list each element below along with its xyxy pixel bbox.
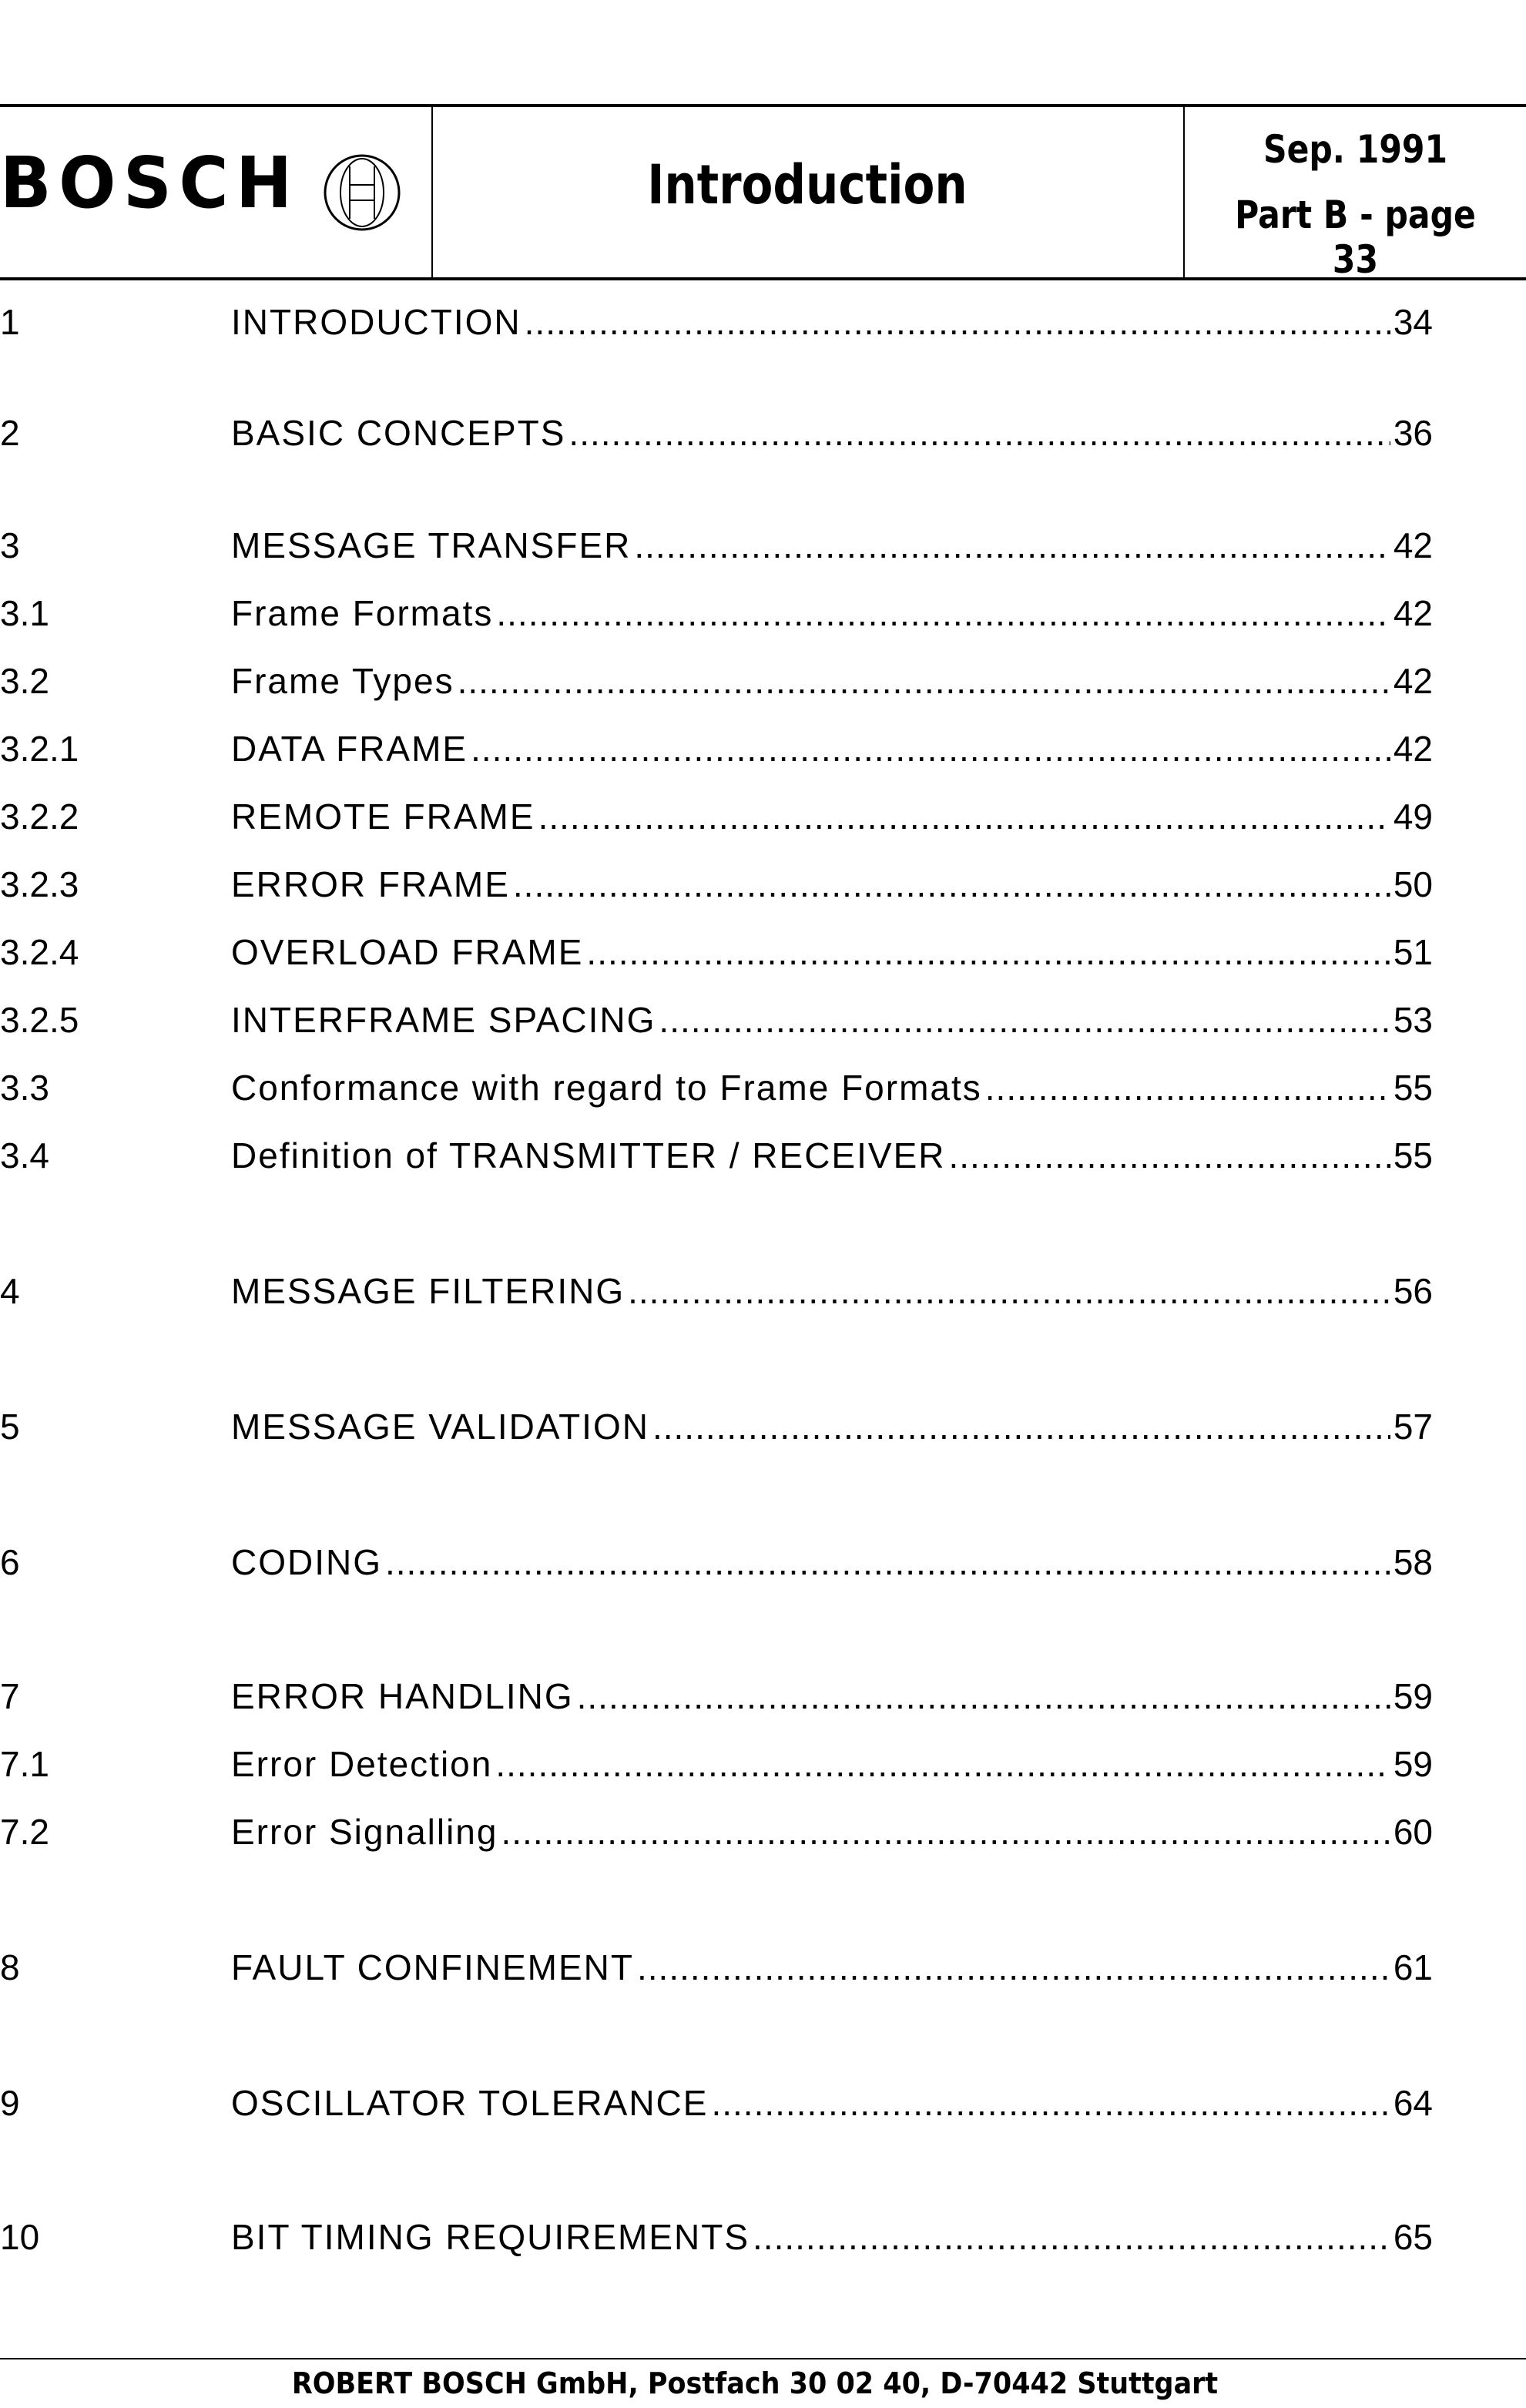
toc-entry-page: 42 <box>1393 661 1433 701</box>
toc-entry-title: DATA FRAME <box>231 729 468 769</box>
toc-entry-title: MESSAGE FILTERING <box>231 1271 625 1311</box>
toc-leader-dots <box>501 1809 1390 1855</box>
toc-entry-number: 7.2 <box>0 1812 49 1852</box>
toc-entry[interactable] <box>0 861 1433 907</box>
toc-leader-dots <box>525 299 1390 345</box>
toc-entry[interactable] <box>0 590 1433 636</box>
footer-rule <box>0 2358 1526 2359</box>
toc-entry-page: 56 <box>1393 1271 1433 1311</box>
toc-entry-number: 3.1 <box>0 593 49 633</box>
header-top-rule <box>0 104 1526 107</box>
toc-entry-number: 8 <box>0 1947 20 1987</box>
toc-leader-dots <box>586 929 1390 975</box>
toc-entry-number: 3 <box>0 525 20 565</box>
toc-entry[interactable] <box>0 410 1433 456</box>
toc-entry-page: 57 <box>1393 1407 1433 1447</box>
toc-entry-title: ERROR FRAME <box>231 864 510 904</box>
toc-entry[interactable] <box>0 726 1433 772</box>
toc-entry-title: CODING <box>231 1542 382 1582</box>
toc-entry-number: 3.2.3 <box>0 864 79 904</box>
toc-entry-title: FAULT CONFINEMENT <box>231 1947 634 1987</box>
bosch-armature-logo-icon <box>322 153 402 233</box>
toc-leader-dots <box>711 2080 1390 2126</box>
toc-entry-title: Frame Types <box>231 661 454 701</box>
toc-leader-dots <box>495 1741 1390 1787</box>
toc-leader-dots <box>513 861 1390 907</box>
toc-leader-dots <box>985 1065 1390 1111</box>
toc-entry-number: 5 <box>0 1407 20 1447</box>
toc-leader-dots <box>385 1539 1390 1585</box>
footer-address: ROBERT BOSCH GmbH, Postfach 30 02 40, D-70442 Stuttgart <box>291 2366 1219 2400</box>
toc-leader-dots <box>753 2214 1390 2260</box>
toc-entry-title: OVERLOAD FRAME <box>231 932 584 972</box>
toc-entry[interactable] <box>0 1268 1433 1314</box>
toc-leader-dots <box>577 1673 1390 1719</box>
toc-entry-page: 55 <box>1393 1135 1433 1175</box>
toc-entry-number: 7 <box>0 1676 20 1716</box>
toc-leader-dots <box>496 590 1390 636</box>
document-date: Sep. 1991 <box>1263 127 1448 172</box>
toc-entry-number: 3.2.1 <box>0 729 79 769</box>
toc-entry-title: MESSAGE VALIDATION <box>231 1407 649 1447</box>
toc-entry-title: Conformance with regard to Frame Formats <box>231 1068 982 1108</box>
toc-entry-title: MESSAGE TRANSFER <box>231 525 632 565</box>
toc-entry-number: 1 <box>0 302 20 342</box>
toc-entry-page: 59 <box>1393 1676 1433 1716</box>
header-divider <box>431 106 433 279</box>
toc-leader-dots <box>652 1404 1390 1450</box>
toc-entry-title: Error Signalling <box>231 1812 498 1852</box>
toc-entry[interactable] <box>0 1065 1433 1111</box>
toc-entry[interactable] <box>0 299 1433 345</box>
toc-entry-page: 36 <box>1393 413 1433 453</box>
toc-entry-number: 3.2 <box>0 661 49 701</box>
toc-entry-number: 10 <box>0 2217 40 2257</box>
toc-entry-number: 6 <box>0 1542 20 1582</box>
toc-entry[interactable] <box>0 1673 1433 1719</box>
toc-leader-dots <box>634 522 1390 568</box>
toc-entry[interactable] <box>0 522 1433 568</box>
toc-entry-title: BASIC CONCEPTS <box>231 413 566 453</box>
toc-entry[interactable] <box>0 997 1433 1043</box>
toc-entry[interactable] <box>0 1944 1433 1990</box>
toc-leader-dots <box>568 410 1390 456</box>
toc-entry[interactable] <box>0 1404 1433 1450</box>
toc-entry-title: ERROR HANDLING <box>231 1676 574 1716</box>
toc-entry-number: 7.1 <box>0 1744 49 1784</box>
toc-entry-page: 55 <box>1393 1068 1433 1108</box>
toc-entry-number: 3.4 <box>0 1135 49 1175</box>
toc-entry-page: 42 <box>1393 593 1433 633</box>
toc-entry[interactable] <box>0 1132 1433 1179</box>
toc-entry-number: 2 <box>0 413 20 453</box>
toc-leader-dots <box>458 658 1390 704</box>
toc-entry-page: 61 <box>1393 1947 1433 1987</box>
toc-leader-dots <box>628 1268 1390 1314</box>
toc-entry-title: BIT TIMING REQUIREMENTS <box>231 2217 750 2257</box>
toc-entry-page: 42 <box>1393 729 1433 769</box>
toc-entry-title: Definition of TRANSMITTER / RECEIVER <box>231 1135 946 1175</box>
toc-entry-page: 34 <box>1393 302 1433 342</box>
brand-logo-text: BOSCH <box>0 142 300 224</box>
header-divider <box>1183 106 1185 279</box>
toc-entry-title: INTERFRAME SPACING <box>231 1000 656 1040</box>
toc-entry[interactable] <box>0 793 1433 840</box>
toc-entry-title: Error Detection <box>231 1744 493 1784</box>
toc-entry[interactable] <box>0 1741 1433 1787</box>
toc-leader-dots <box>659 997 1390 1043</box>
section-title: Introduction <box>647 153 968 216</box>
toc-entry[interactable] <box>0 2080 1433 2126</box>
toc-entry-title: REMOTE FRAME <box>231 797 535 837</box>
toc-entry-page: 53 <box>1393 1000 1433 1040</box>
toc-entry-page: 49 <box>1393 797 1433 837</box>
toc-entry-page: 50 <box>1393 864 1433 904</box>
toc-leader-dots <box>948 1132 1390 1179</box>
toc-entry-number: 3.3 <box>0 1068 49 1108</box>
toc-entry[interactable] <box>0 2214 1433 2260</box>
toc-entry-number: 9 <box>0 2083 20 2123</box>
toc-entry[interactable] <box>0 658 1433 704</box>
toc-entry-title: OSCILLATOR TOLERANCE <box>231 2083 709 2123</box>
toc-entry-page: 65 <box>1393 2217 1433 2257</box>
toc-entry[interactable] <box>0 1809 1433 1855</box>
toc-leader-dots <box>471 726 1390 772</box>
page-reference: Part B - page 33 <box>1235 193 1476 282</box>
toc-entry-page: 58 <box>1393 1542 1433 1582</box>
toc-entry-page: 64 <box>1393 2083 1433 2123</box>
toc-entry-number: 3.2.5 <box>0 1000 79 1040</box>
toc-entry[interactable] <box>0 929 1433 975</box>
toc-entry-number: 3.2.4 <box>0 932 79 972</box>
toc-leader-dots <box>538 793 1390 840</box>
toc-entry-number: 3.2.2 <box>0 797 79 837</box>
toc-entry-page: 59 <box>1393 1744 1433 1784</box>
toc-entry-number: 4 <box>0 1271 20 1311</box>
toc-entry-page: 60 <box>1393 1812 1433 1852</box>
toc-entry-title: INTRODUCTION <box>231 302 522 342</box>
toc-leader-dots <box>637 1944 1390 1990</box>
toc-entry-title: Frame Formats <box>231 593 494 633</box>
toc-entry[interactable] <box>0 1539 1433 1585</box>
toc-entry-page: 51 <box>1393 932 1433 972</box>
toc-entry-page: 42 <box>1393 525 1433 565</box>
